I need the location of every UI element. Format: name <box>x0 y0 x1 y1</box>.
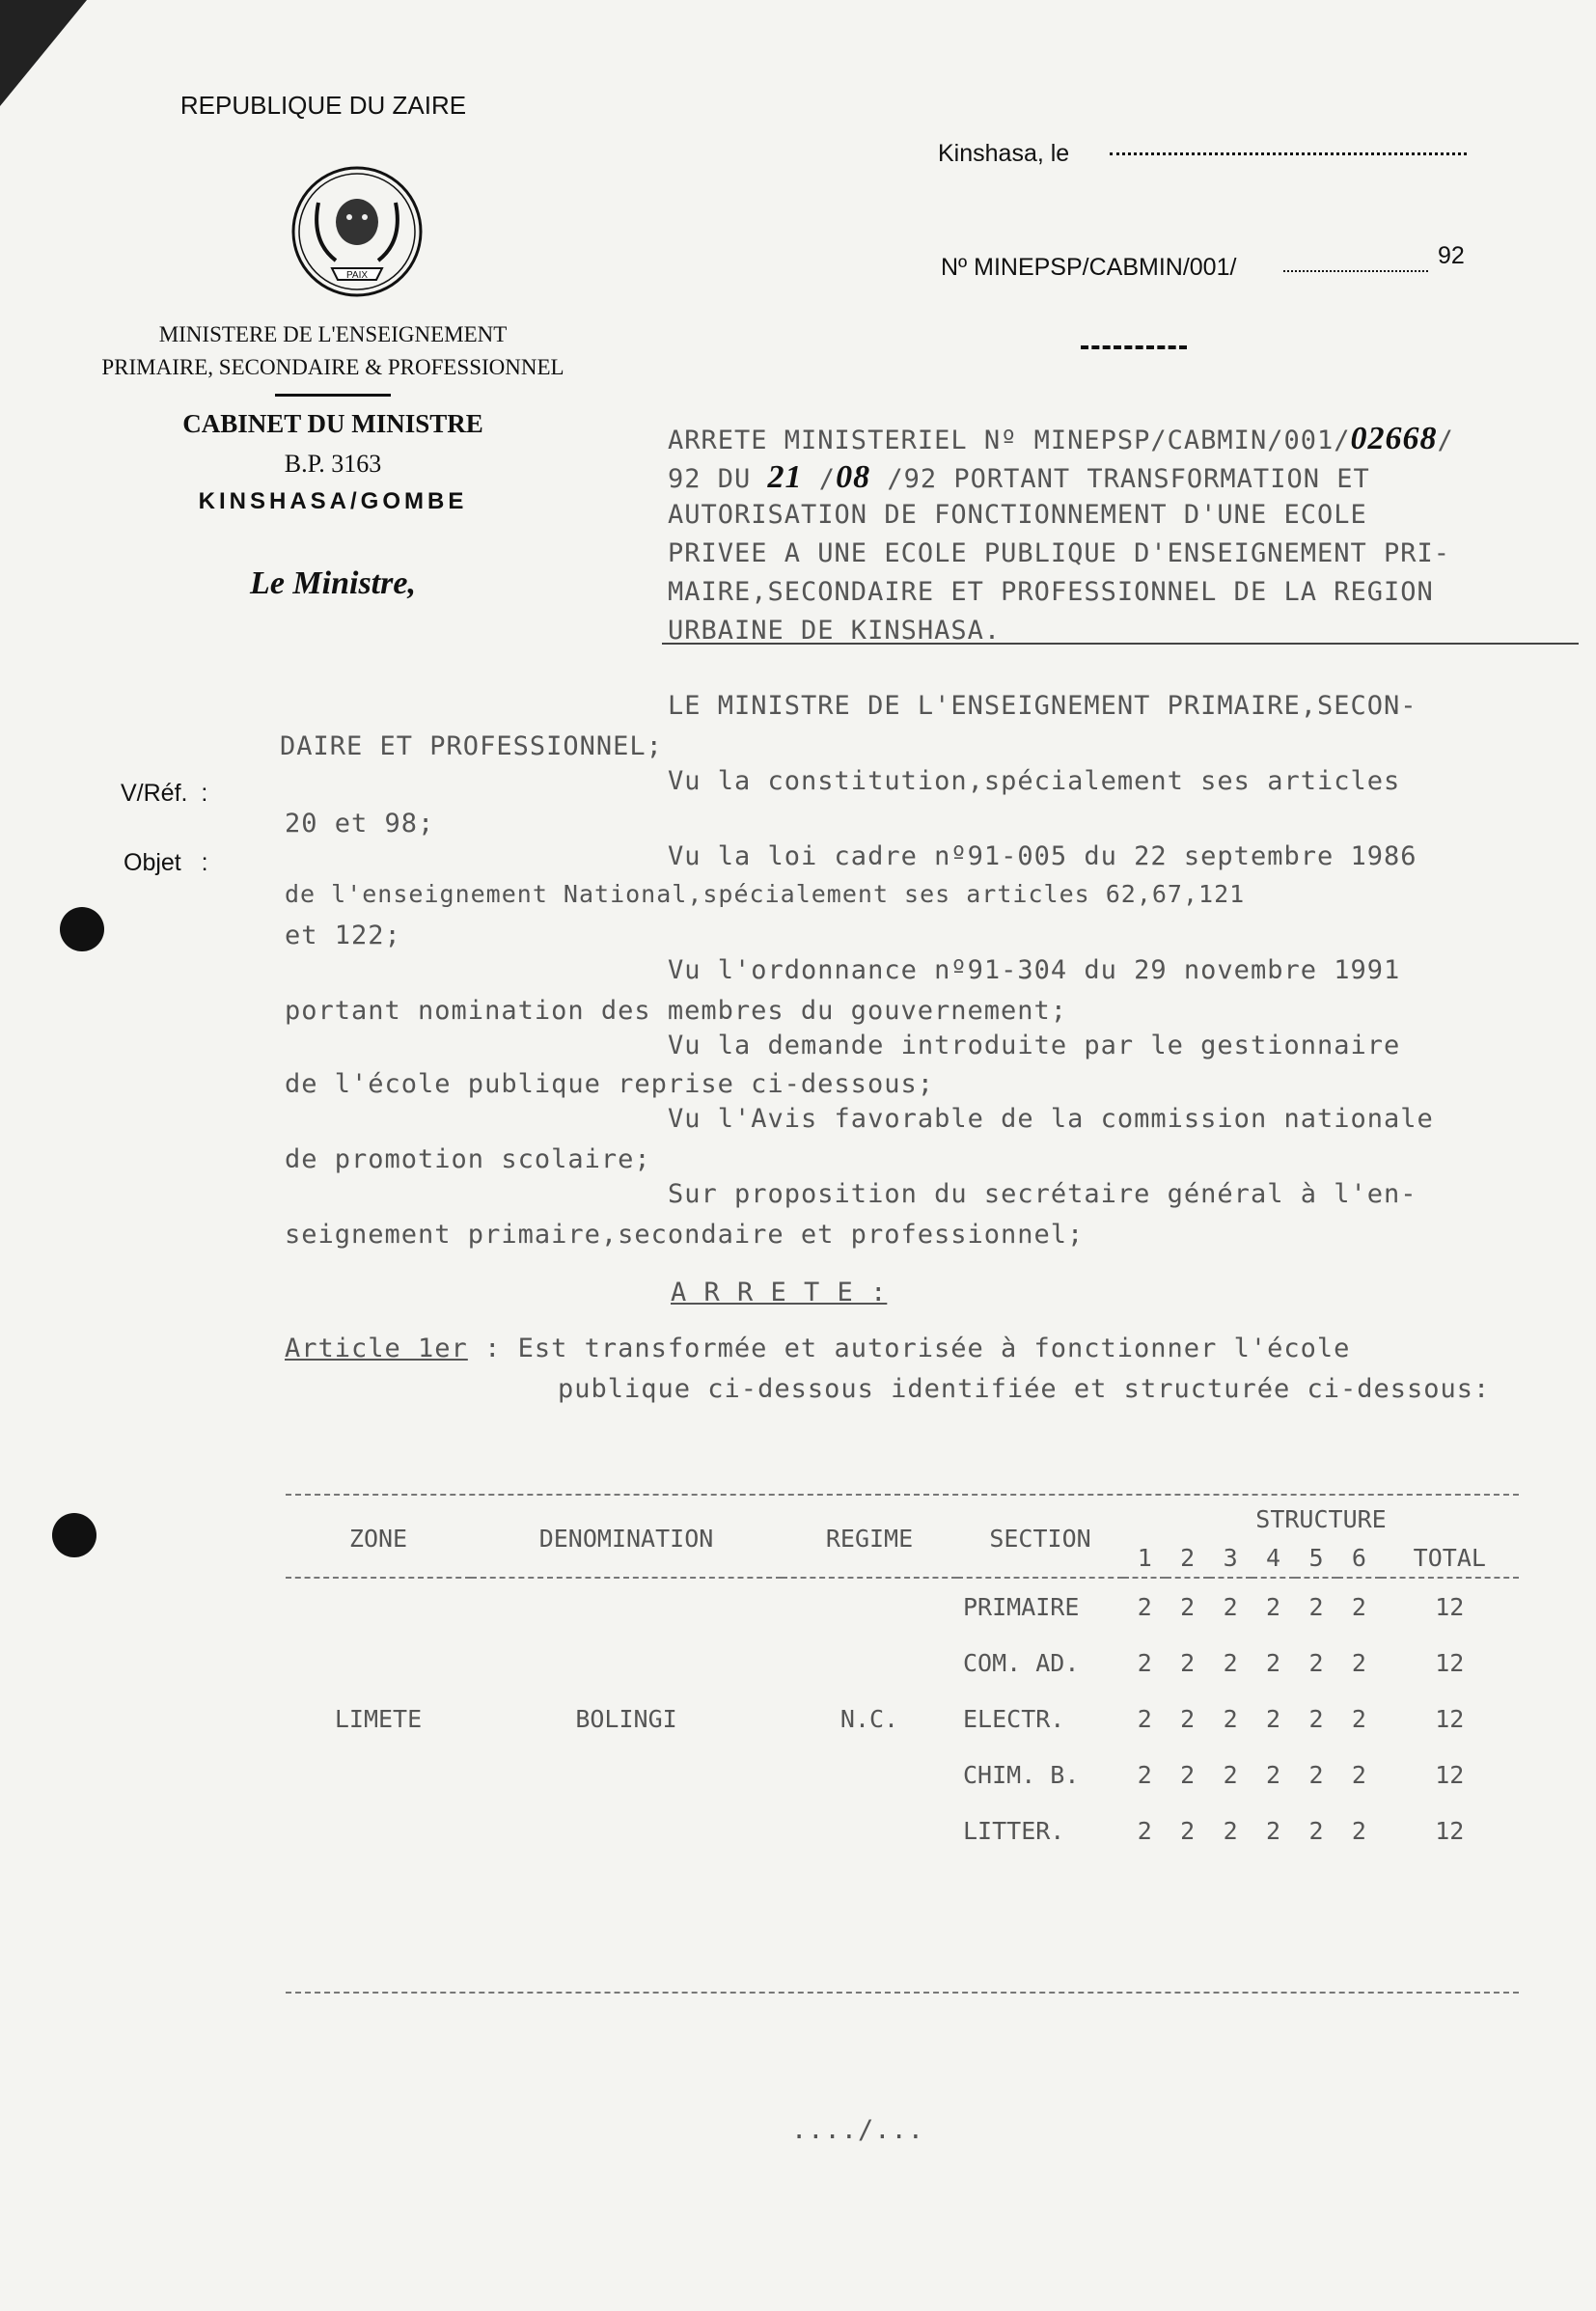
structure-cell: 2 <box>1266 1592 1281 1621</box>
structure-cell: 2 <box>1137 1760 1152 1789</box>
article-1-line-2: publique ci-dessous identifiée et structurée ci-dessous: <box>558 1374 1491 1404</box>
section-cell: ELECTR. <box>963 1704 1065 1733</box>
ministry-name-line2: PRIMAIRE, SECONDAIRE & PROFESSIONNEL <box>101 355 564 379</box>
body-line-14: Sur proposition du secrétaire général à l'en- <box>668 1179 1417 1209</box>
body-line-1: LE MINISTRE DE L'ENSEIGNEMENT PRIMAIRE,SECON- <box>668 691 1417 721</box>
punch-hole-top <box>60 907 104 951</box>
section-cell: PRIMAIRE <box>963 1592 1080 1621</box>
body-line-9: portant nomination des membres du gouvernement; <box>285 996 1068 1026</box>
structure-cell: 2 <box>1308 1760 1324 1789</box>
minister-signature-title: Le Ministre, <box>250 565 416 601</box>
section-cell: LITTER. <box>963 1816 1065 1845</box>
structure-cell: 2 <box>1308 1704 1324 1733</box>
total-cell: 12 <box>1435 1592 1465 1621</box>
title-underline <box>662 643 1579 645</box>
header-section: SECTION <box>989 1524 1091 1553</box>
body-line-6: de l'enseignement National,spécialement ses articles 62,67,121 <box>285 880 1246 908</box>
punch-hole-bottom <box>52 1513 96 1557</box>
subheader-year-2: 2 <box>1180 1543 1196 1572</box>
vref-label: V/Réf. : <box>121 780 208 807</box>
total-cell: 12 <box>1435 1760 1465 1789</box>
handwritten-number: 02668 <box>1350 421 1438 456</box>
structure-cell: 2 <box>1266 1816 1281 1845</box>
total-cell: 12 <box>1435 1816 1465 1845</box>
section-cell: CHIM. B. <box>963 1760 1080 1789</box>
structure-cell: 2 <box>1137 1648 1152 1677</box>
date-fill-line <box>1110 152 1467 155</box>
regime-cell: N.C. <box>839 1704 899 1733</box>
subheader-year-4: 4 <box>1266 1543 1281 1572</box>
republic-name: REPUBLIQUE DU ZAIRE <box>179 91 467 120</box>
structure-cell: 2 <box>1266 1760 1281 1789</box>
body-line-10: Vu la demande introduite par le gestionnaire <box>668 1031 1401 1060</box>
body-line-3: Vu la constitution,spécialement ses articles <box>668 766 1401 796</box>
structure-cell: 2 <box>1223 1760 1238 1789</box>
structure-cell: 2 <box>1223 1704 1238 1733</box>
header-structure: STRUCTURE <box>1255 1504 1387 1533</box>
body-line-5: Vu la loi cadre nº91-005 du 22 septembre 1986 <box>668 841 1417 871</box>
structure-cell: 2 <box>1351 1760 1366 1789</box>
header-denomination: DENOMINATION <box>538 1524 714 1553</box>
title-line-5: MAIRE,SECONDAIRE ET PROFESSIONNEL DE LA REGION <box>668 577 1434 607</box>
body-line-15: seignement primaire,secondaire et professionnel; <box>285 1220 1085 1250</box>
body-line-2: DAIRE ET PROFESSIONNEL; <box>280 731 663 761</box>
structure-cell: 2 <box>1223 1816 1238 1845</box>
letterhead-divider <box>275 394 391 397</box>
table-top-rule <box>286 1494 1519 1496</box>
structure-cell: 2 <box>1137 1704 1152 1733</box>
article-1-label: Article 1er <box>285 1334 468 1363</box>
structure-cell: 2 <box>1180 1816 1196 1845</box>
body-line-13: de promotion scolaire; <box>285 1144 651 1174</box>
body-line-11: de l'école publique reprise ci-dessous; <box>285 1069 934 1099</box>
denomination-cell: BOLINGI <box>575 1704 677 1733</box>
subheader-year-5: 5 <box>1308 1543 1324 1572</box>
structure-cell: 2 <box>1180 1704 1196 1733</box>
ministry-name-line1: MINISTERE DE L'ENSEIGNEMENT <box>158 322 508 346</box>
title-line-2: 92 DU 21 /08 /92 PORTANT TRANSFORMATION ET <box>668 459 1370 495</box>
structure-cell: 2 <box>1180 1648 1196 1677</box>
table-bottom-rule <box>286 1992 1519 1994</box>
city-address: KINSHASA/GOMBE <box>198 488 468 514</box>
structure-cell: 2 <box>1351 1816 1366 1845</box>
structure-cell: 2 <box>1308 1592 1324 1621</box>
table-row <box>286 1578 1519 1635</box>
structure-cell: 2 <box>1266 1704 1281 1733</box>
subheader-total: TOTAL <box>1413 1543 1486 1572</box>
place-date-label: Kinshasa, le <box>938 140 1070 167</box>
separator-mark <box>1081 345 1187 349</box>
structure-cell: 2 <box>1351 1704 1366 1733</box>
svg-text:PAIX: PAIX <box>345 270 369 281</box>
leopard-seal-icon <box>289 164 425 299</box>
subheader-year-1: 1 <box>1137 1543 1152 1572</box>
arrete-heading: A R R E T E : <box>671 1278 888 1307</box>
header-regime: REGIME <box>825 1524 914 1553</box>
handwritten-day: 21 <box>767 459 803 495</box>
structure-cell: 2 <box>1137 1592 1152 1621</box>
school-structure-table <box>286 1499 1519 1858</box>
header-zone: ZONE <box>348 1524 408 1553</box>
scan-corner-artifact <box>0 0 87 106</box>
subheader-year-3: 3 <box>1223 1543 1238 1572</box>
title-line-4: PRIVEE A UNE ECOLE PUBLIQUE D'ENSEIGNEMENT PRI- <box>668 538 1451 568</box>
title-line-6: URBAINE DE KINSHASA. <box>668 616 1002 646</box>
structure-cell: 2 <box>1308 1648 1324 1677</box>
reference-year: 92 <box>1438 242 1465 269</box>
structure-cell: 2 <box>1180 1760 1196 1789</box>
section-cell: COM. AD. <box>963 1648 1080 1677</box>
structure-cell: 2 <box>1180 1592 1196 1621</box>
body-line-4: 20 et 98; <box>285 809 435 839</box>
handwritten-month: 08 <box>836 459 871 495</box>
postal-box: B.P. 3163 <box>284 450 382 478</box>
reference-number: Nº MINEPSP/CABMIN/001/ <box>941 254 1237 281</box>
subheader-year-6: 6 <box>1351 1543 1366 1572</box>
body-line-8: Vu l'ordonnance nº91-304 du 29 novembre 1991 <box>668 955 1401 985</box>
total-cell: 12 <box>1435 1648 1465 1677</box>
article-1-line-1: Article 1er : Est transformée et autorisée à fonctionner l'école <box>285 1334 1351 1363</box>
structure-cell: 2 <box>1223 1648 1238 1677</box>
coat-of-arms-emblem <box>289 164 425 299</box>
cabinet-title: CABINET DU MINISTRE <box>182 409 483 438</box>
title-line-3: AUTORISATION DE FONCTIONNEMENT D'UNE ECOLE <box>668 500 1367 530</box>
structure-cell: 2 <box>1351 1648 1366 1677</box>
total-cell: 12 <box>1435 1704 1465 1733</box>
structure-cell: 2 <box>1266 1648 1281 1677</box>
body-line-12: Vu l'Avis favorable de la commission nationale <box>668 1104 1434 1134</box>
structure-cell: 2 <box>1137 1816 1152 1845</box>
body-line-7: et 122; <box>285 921 401 950</box>
structure-cell: 2 <box>1223 1592 1238 1621</box>
structure-cell: 2 <box>1308 1816 1324 1845</box>
page-continuation-mark: ..../... <box>791 2115 925 2145</box>
title-line-1: ARRETE MINISTERIEL Nº MINEPSP/CABMIN/001/02668/ <box>668 421 1454 456</box>
objet-label: Objet : <box>124 849 208 876</box>
reference-fill-line <box>1283 270 1428 272</box>
zone-cell: LIMETE <box>334 1704 423 1733</box>
structure-cell: 2 <box>1351 1592 1366 1621</box>
